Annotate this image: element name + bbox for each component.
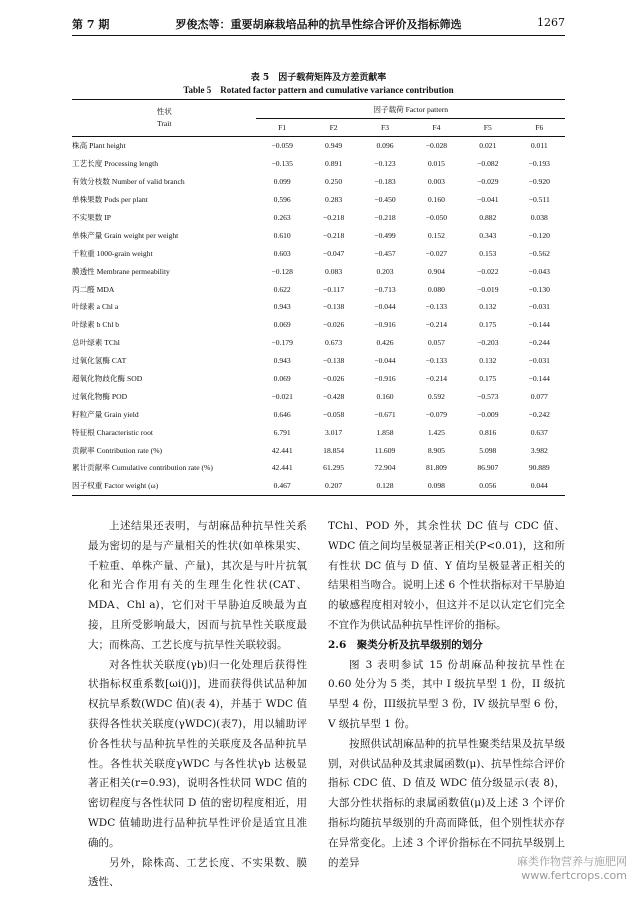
value-cell: −0.059 [271,141,293,151]
trait-cell: 因子权重 Factor weight (ω) [72,481,159,491]
value-cell: 3.017 [325,427,343,437]
value-cell: 0.132 [479,302,497,312]
value-cell: −0.242 [528,409,550,419]
trait-cell: 叶绿素 b Chl b [72,320,120,330]
value-cell: −0.214 [425,320,448,330]
value-cell: −0.026 [322,320,345,330]
trait-header [72,100,256,137]
value-cell: −0.047 [322,248,345,258]
value-cell: −0.144 [528,374,550,384]
value-cell: 0.603 [273,248,291,258]
value-cell: 0.057 [427,338,445,348]
value-cell: 0.596 [273,195,291,205]
value-cell: −0.450 [374,195,396,205]
paragraph: 对各性状关联度(γb)归一化处理后获得性状指标权重系数[ωi(j)]，进而获得供试品种加权抗旱系数(WDC 值)(表 4)，并基于 WDC 值获得各性状关联度(γWDC)(表7)，用以辅助评价各性状与品种抗旱性的关联度及各品种抗旱性。各性状关联度γWDC 与各性状γb 达极显著正相关(r=0.93)，说明各性状同 WDC 值的密切程度与各性状同 D 值的密切程度相近，用 WDC 值辅助进行品种抗旱性评价是适宜且准确的。 [88,658,307,849]
value-cell: 0.637 [530,427,548,437]
table-row [72,209,565,227]
paragraph: 图 3 表明参试 15 份胡麻品种按抗旱性在 0.60 处分为 5 类，其中 I 级抗旱型 1 份，II 级抗旱型 4 份，III级抗旱型 3 份，IV 级抗旱型 6 份，V 级抗旱型 1 份。 [328,658,565,730]
value-cell: 0.175 [479,374,497,384]
trait-cell: 叶绿素 a Chl a [72,302,119,312]
value-cell: 0.056 [479,481,497,491]
value-cell: −0.457 [374,248,396,258]
value-cell: −0.028 [425,141,448,151]
watermark-line: 麻类作物营养与施肥网 [517,855,627,868]
value-cell: 61.295 [323,463,345,473]
trait-cell: 超氧化物歧化酶 SOD [72,374,143,384]
value-cell: −0.138 [322,302,345,312]
value-cell: 0.152 [427,230,445,240]
value-cell: −0.041 [477,195,499,205]
value-cell: −0.043 [528,266,550,276]
table-row [72,226,565,244]
running-title: 罗俊杰等：重要胡麻栽培品种的抗旱性综合评价及指标筛选 [175,18,462,31]
paragraph: 上述结果还表明，与胡麻品种抗旱性关系最为密切的是与产量相关的性状(如单株果实、千粒重、单株产量、产量)，其次是与叶片抗氧化和光合作用有关的生理生化性状(CAT、MDA、Chl a)，它们对干旱胁迫反映最为直接，且所受影响最大，因而与抗旱性关联度最大；而株高、工艺长度与抗旱性关联较弱。 [88,520,307,651]
page-number: 1267 [537,16,565,29]
paragraph: 按照供试胡麻品种的抗旱性聚类结果及抗旱级别，对供试品种及其隶属函数(μ)、抗旱性综合评价指标 CDC 值、D 值及 WDC 值分级显示(表 8)，大部分性状指标的隶属函数值(μ)及上述 3 个评价指标均随抗旱级别的升高而降低，但个别性状亦存在异常变化。上述 3 个评价指标在不同抗旱级别上的差异 [328,737,565,869]
value-cell: 0.044 [530,481,548,491]
value-cell: 6.791 [273,427,291,437]
value-cell: −0.499 [374,230,396,240]
value-cell: −0.135 [271,159,293,169]
table-row [72,137,565,155]
value-cell: 0.882 [479,213,497,222]
value-cell: 0.943 [273,302,291,312]
table-row [72,370,565,388]
table-row [72,316,565,334]
value-cell: 0.343 [479,230,497,240]
value-cell: 5.098 [479,445,497,455]
paragraph: 另外，除株高、工艺长度、不实果数、膜透性、 [88,856,307,889]
value-cell: 0.175 [479,320,497,330]
table-row [72,405,565,423]
value-cell: 1.425 [427,427,445,437]
value-cell: 0.080 [427,284,445,294]
trait-cell: 累计贡献率 Cumulative contribution rate (%) [72,463,213,473]
table-row [72,298,565,316]
value-cell: −0.671 [374,409,396,419]
value-cell: 0.263 [273,213,291,222]
factor-loading-table [72,99,565,496]
value-cell: −0.128 [271,266,293,276]
value-cell: 81.809 [425,463,447,473]
value-cell: 0.610 [273,230,291,240]
body-column-right [328,517,565,873]
trait-cell: 总叶绿素 TChl [72,338,120,348]
running-header [72,12,565,34]
trait-cell: 工艺长度 Processing length [72,159,159,169]
value-cell: 90.889 [528,463,550,473]
value-cell: 0.038 [530,213,548,222]
value-cell: −0.133 [425,302,448,312]
value-cell: −0.218 [322,213,345,222]
value-cell: 0.096 [376,141,394,151]
header-rule [72,35,565,36]
value-cell: −0.916 [374,320,396,330]
value-cell: 0.160 [376,391,394,401]
value-cell: 18.854 [323,445,345,455]
value-cell: 0.011 [530,141,548,151]
table-row [72,334,565,352]
paragraph: TChl、POD 外，其余性状 DC 值与 CDC 值、WDC 值之间均呈极显著正相关(P<0.01)，这和所有性状 DC 值与 D 值、Y 值均呈极显著正相关的结果相当吻合。说明上述 6 个性状指标对干旱胁迫的敏感程度相对较小，但这并不足以认定它们完全不宜作为供试品种抗旱性评价的指标。 [328,520,565,631]
value-cell: −0.203 [477,338,499,348]
value-cell: 0.891 [325,159,343,169]
value-cell: −0.179 [271,338,293,348]
value-cell: 0.943 [273,356,291,366]
value-cell: −0.916 [374,374,396,384]
value-cell: 11.609 [374,445,396,455]
value-cell: 0.207 [325,481,343,491]
value-cell: −0.082 [477,159,499,169]
table-row [72,262,565,280]
table-row [72,477,565,495]
value-cell: −0.079 [425,409,448,419]
value-cell: −0.511 [528,195,550,205]
value-cell: 0.203 [376,266,394,276]
table-row [72,459,565,477]
value-cell: 0.283 [325,195,343,205]
value-cell: 42.441 [271,463,293,473]
value-cell: −0.183 [374,177,396,187]
value-cell: 86.907 [477,463,499,473]
value-cell: −0.244 [528,338,550,348]
value-cell: −0.009 [477,409,499,419]
body-column-left [88,517,307,893]
issue-number: 第 7 期 [72,18,110,31]
trait-cell: 千粒重 1000-grain weight [72,248,153,258]
value-cell: −0.133 [425,356,448,366]
value-cell: 0.153 [479,248,497,258]
value-cell: 0.069 [273,320,291,330]
value-cell: −0.562 [528,248,550,258]
table-row [72,280,565,298]
value-cell: −0.022 [477,266,499,276]
trait-cell: 单株产量 Grain weight per weight [72,230,179,240]
trait-cell: 单株果数 Pods per plant [72,195,148,205]
value-cell: 0.949 [325,141,343,151]
column-header: F6 [535,123,544,132]
value-cell: 1.858 [376,427,394,437]
table-caption-zh: 表 5 因子载荷矩阵及方差贡献率 [250,73,387,83]
value-cell: 0.003 [427,177,445,187]
table-row [72,173,565,191]
factor-group-header: 因子载荷 Factor pattern [256,100,565,119]
trait-cell: 籽粒产量 Grain yield [72,409,139,419]
trait-cell: 膜透性 Membrane permeability [72,266,170,276]
value-cell: −0.019 [477,284,499,294]
watermark [517,855,627,883]
trait-cell: 过氧化物酶 POD [72,391,128,401]
value-cell: 0.592 [427,391,445,401]
value-cell: −0.120 [528,230,550,240]
table-row [72,387,565,405]
value-cell: −0.428 [322,391,345,401]
value-cell: 0.132 [479,356,497,366]
value-cell: 0.083 [325,266,343,276]
value-cell: 0.646 [273,409,291,419]
table-row [72,352,565,370]
trait-header-zh: 性状 [156,107,172,116]
column-header: F1 [278,123,287,132]
value-cell: −0.144 [528,320,550,330]
value-cell: −0.123 [374,159,396,169]
column-header: F3 [380,123,390,132]
value-cell: −0.138 [322,356,345,366]
value-cell: −0.044 [374,356,396,366]
value-cell: 0.160 [427,195,445,205]
value-cell: −0.117 [323,284,345,294]
value-cell: −0.031 [528,356,550,366]
value-cell: 0.128 [376,481,394,491]
value-cell: 3.982 [530,445,548,455]
value-cell: 0.021 [479,141,497,151]
value-cell: 0.904 [427,266,445,276]
value-cell: −0.218 [374,213,396,222]
table-row [72,155,565,173]
value-cell: 0.015 [427,159,445,169]
value-cell: 0.077 [530,391,548,401]
trait-cell: 特征根 Characteristic root [72,427,153,437]
value-cell: 0.816 [479,427,497,437]
trait-cell: 株高 Plant height [72,141,126,151]
section-heading: 2.6 聚类分析及抗旱级别的划分 [328,638,483,651]
value-cell: −0.058 [322,409,345,419]
table-caption-en: Table 5 Rotated factor pattern and cumulative variance contribution [183,85,454,95]
value-cell: 72.904 [374,463,396,473]
value-cell: 42.441 [271,445,293,455]
value-cell: 0.098 [427,481,445,491]
value-cell: −0.130 [528,284,550,294]
column-header: F5 [483,123,492,132]
value-cell: −0.050 [425,213,448,222]
trait-header-en: Trait [156,119,172,128]
value-cell: 0.426 [376,338,394,348]
value-cell: 0.250 [325,177,343,187]
table-row [72,191,565,209]
trait-cell: 不实果数 IP [72,213,112,222]
value-cell: 0.467 [273,481,291,491]
value-cell: −0.021 [271,391,293,401]
value-cell: 0.099 [273,177,291,187]
trait-cell: 丙二醛 MDA [72,284,115,294]
trait-cell: 贡献率 Contribution rate (%) [72,445,163,455]
value-cell: 0.069 [273,374,291,384]
value-cell: −0.029 [477,177,499,187]
value-cell: 8.905 [427,445,445,455]
trait-cell: 有效分枝数 Number of valid branch [72,177,185,187]
table-row [72,244,565,262]
watermark-url: www.fertcrops.com [521,869,627,882]
value-cell: −0.193 [528,159,550,169]
value-cell: −0.026 [322,374,345,384]
value-cell: −0.218 [322,230,345,240]
column-header: F4 [432,123,441,132]
value-cell: −0.044 [374,302,396,312]
value-cell: −0.920 [528,177,550,187]
value-cell: −0.573 [477,391,499,401]
trait-cell: 过氧化氢酶 CAT [72,356,127,366]
table-row [72,441,565,459]
value-cell: −0.713 [374,284,396,294]
column-header: F2 [329,123,338,132]
value-cell: 0.673 [325,338,343,348]
value-cell: −0.214 [425,374,448,384]
table-row [72,423,565,441]
value-cell: 0.622 [273,284,291,294]
value-cell: −0.027 [425,248,448,258]
value-cell: −0.031 [528,302,550,312]
